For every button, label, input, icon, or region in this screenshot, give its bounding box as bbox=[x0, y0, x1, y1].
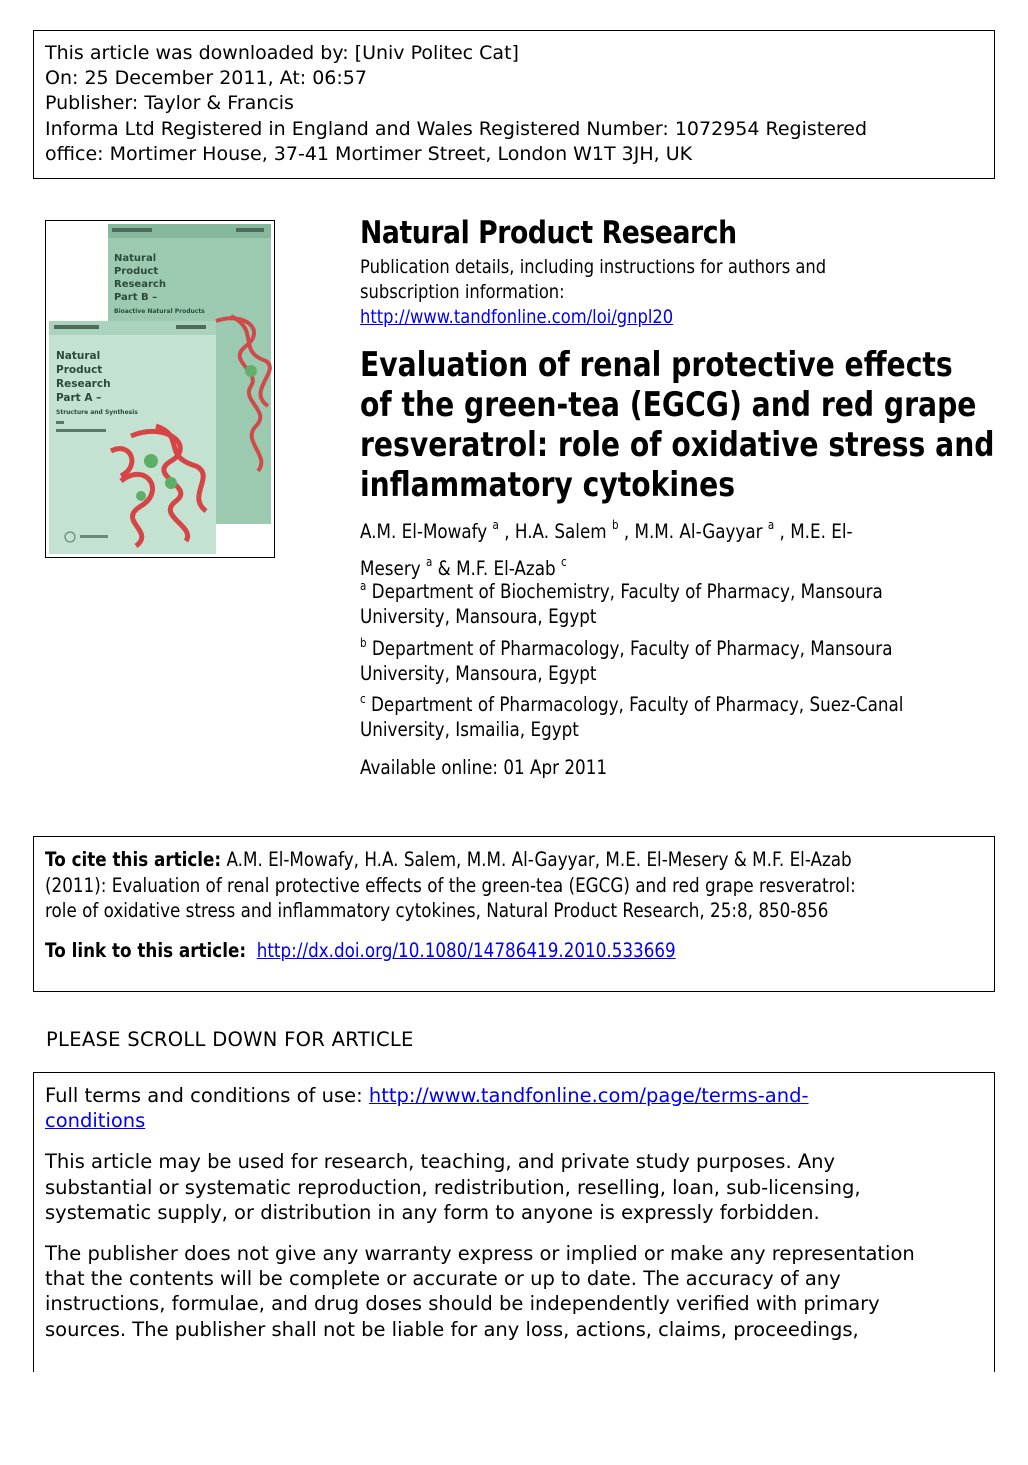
citation-box bbox=[33, 836, 995, 992]
author-name: M.F. El-Azab bbox=[456, 557, 556, 580]
affiliation-mark: a bbox=[360, 579, 367, 593]
author-name: M.M. Al-Gayyar bbox=[634, 520, 763, 543]
article-title bbox=[360, 345, 995, 505]
cover-front-title-5: Structure and Synthesis bbox=[56, 409, 138, 416]
affiliation-text: University, Mansoura, Egypt bbox=[360, 662, 597, 685]
publication-details-line: subscription information: bbox=[360, 281, 565, 303]
download-notice-line: Publisher: Taylor & Francis bbox=[45, 92, 294, 115]
cover-art bbox=[46, 221, 274, 557]
affiliation-mark: a bbox=[767, 518, 775, 532]
author-list: A.M. El-Mowafy $^a$ , H.A. Salem $^b$ , M.M. Al-Gayyar $^a$ , M.E. El- Mesery $^a$ & M.F. El-Azab $^c$ bbox=[360, 518, 853, 580]
citation-text: (2011): Evaluation of renal protective effects of the green-tea (EGCG) and red grape resveratrol: bbox=[45, 873, 856, 897]
cover-back-title-2: Product bbox=[114, 266, 159, 277]
journal-title: Natural Product Research bbox=[360, 215, 737, 251]
citation-text: A.M. El-Mowafy, H.A. Salem, M.M. Al-Gayyar, M.E. El-Mesery & M.F. El-Azab bbox=[226, 848, 852, 871]
cover-back-title-4: Part B – bbox=[114, 292, 158, 303]
author-name: M.E. El- bbox=[790, 520, 853, 543]
publication-details bbox=[360, 255, 1000, 330]
affiliation-text: Department of Pharmacology, Faculty of Pharmacy, Mansoura bbox=[371, 637, 893, 660]
author-name: A.M. El-Mowafy bbox=[360, 520, 488, 543]
terms-intro: Full terms and conditions of use: bbox=[45, 1084, 363, 1107]
cover-front-title-1: Natural bbox=[56, 350, 101, 362]
terms-line: substantial or systematic reproduction, redistribution, reselling, loan, sub-licensing, bbox=[45, 1175, 861, 1199]
journal-cover-image bbox=[45, 220, 275, 558]
download-notice-line: This article was downloaded by: [Univ Politec Cat] bbox=[45, 42, 519, 64]
affiliation-mark: c bbox=[360, 692, 366, 706]
terms-line: This article may be used for research, teaching, and private study purposes. Any bbox=[45, 1150, 836, 1174]
author-name: Mesery bbox=[360, 557, 421, 580]
affiliation-text: University, Ismailia, Egypt bbox=[360, 718, 579, 741]
download-notice-line: On: 25 December 2011, At: 06:57 bbox=[45, 67, 367, 90]
cover-front-title-3: Research bbox=[56, 378, 111, 390]
affiliation-mark: b bbox=[611, 518, 619, 532]
affiliation-text: Department of Pharmacology, Faculty of Pharmacy, Suez-Canal bbox=[371, 693, 904, 716]
available-online-date: Available online: 01 Apr 2011 bbox=[360, 756, 608, 779]
affiliation bbox=[360, 687, 992, 742]
affiliation-mark: b bbox=[360, 636, 367, 650]
doi-link[interactable]: http://dx.doi.org/10.1080/14786419.2010.533669 bbox=[256, 938, 676, 962]
affiliation-text: Department of Biochemistry, Faculty of Pharmacy, Mansoura bbox=[371, 580, 883, 603]
affiliation-mark: c bbox=[560, 555, 567, 569]
download-notice-line: Informa Ltd Registered in England and Wales Registered Number: 1072954 Registered bbox=[45, 117, 868, 140]
warranty-paragraph bbox=[45, 1241, 983, 1342]
affiliation-mark: a bbox=[426, 555, 433, 569]
article-title-line: inflammatory cytokines bbox=[360, 465, 736, 505]
cite-label: To cite this article: bbox=[45, 848, 222, 871]
cover-back-title-1: Natural bbox=[114, 253, 157, 264]
article-title-line: resveratrol: role of oxidative stress and bbox=[360, 425, 995, 465]
cover-back-title-5: Bioactive Natural Products bbox=[114, 308, 205, 315]
article-title-line: Evaluation of renal protective effects bbox=[360, 345, 953, 385]
download-notice-line: office: Mortimer House, 37-41 Mortimer Street, London W1T 3JH, UK bbox=[45, 142, 693, 165]
affiliation-text: University, Mansoura, Egypt bbox=[360, 605, 597, 628]
terms-line: The publisher does not give any warranty express or implied or make any representation bbox=[45, 1242, 915, 1266]
article-title-line: of the green-tea (EGCG) and red grape bbox=[360, 385, 977, 425]
terms-line: systematic supply, or distribution in any form to anyone is expressly forbidden. bbox=[45, 1200, 820, 1224]
terms-line: sources. The publisher shall not be liable for any loss, actions, claims, proceedings, bbox=[45, 1317, 859, 1341]
affiliation bbox=[360, 631, 979, 686]
publication-details-line: Publication details, including instructions for authors and bbox=[360, 256, 827, 278]
affiliation-mark: a bbox=[492, 518, 499, 532]
terms-url-link[interactable]: http://www.tandfonline.com/page/terms-and- bbox=[368, 1084, 809, 1107]
journal-url-link[interactable]: http://www.tandfonline.com/loi/gnpl20 bbox=[360, 306, 674, 328]
scroll-down-note: PLEASE SCROLL DOWN FOR ARTICLE bbox=[46, 1028, 414, 1051]
cover-back-title-3: Research bbox=[114, 279, 166, 290]
author-name: H.A. Salem bbox=[514, 520, 607, 543]
affiliation bbox=[360, 574, 968, 629]
cover-front-title-2: Product bbox=[56, 364, 103, 376]
terms-url-link[interactable]: conditions bbox=[45, 1109, 146, 1133]
download-notice bbox=[33, 30, 995, 179]
usage-paragraph bbox=[45, 1149, 983, 1225]
cover-front-title-4: Part A – bbox=[56, 392, 102, 404]
terms-line: instructions, formulae, and drug doses should be independently verified with primary bbox=[45, 1292, 880, 1316]
terms-line: that the contents will be complete or accurate or up to date. The accuracy of any bbox=[45, 1267, 841, 1291]
link-label: To link to this article: bbox=[45, 938, 247, 962]
terms-box bbox=[33, 1072, 995, 1372]
citation-text: role of oxidative stress and inflammatory cytokines, Natural Product Research, 25:8, 850-856 bbox=[45, 899, 829, 922]
